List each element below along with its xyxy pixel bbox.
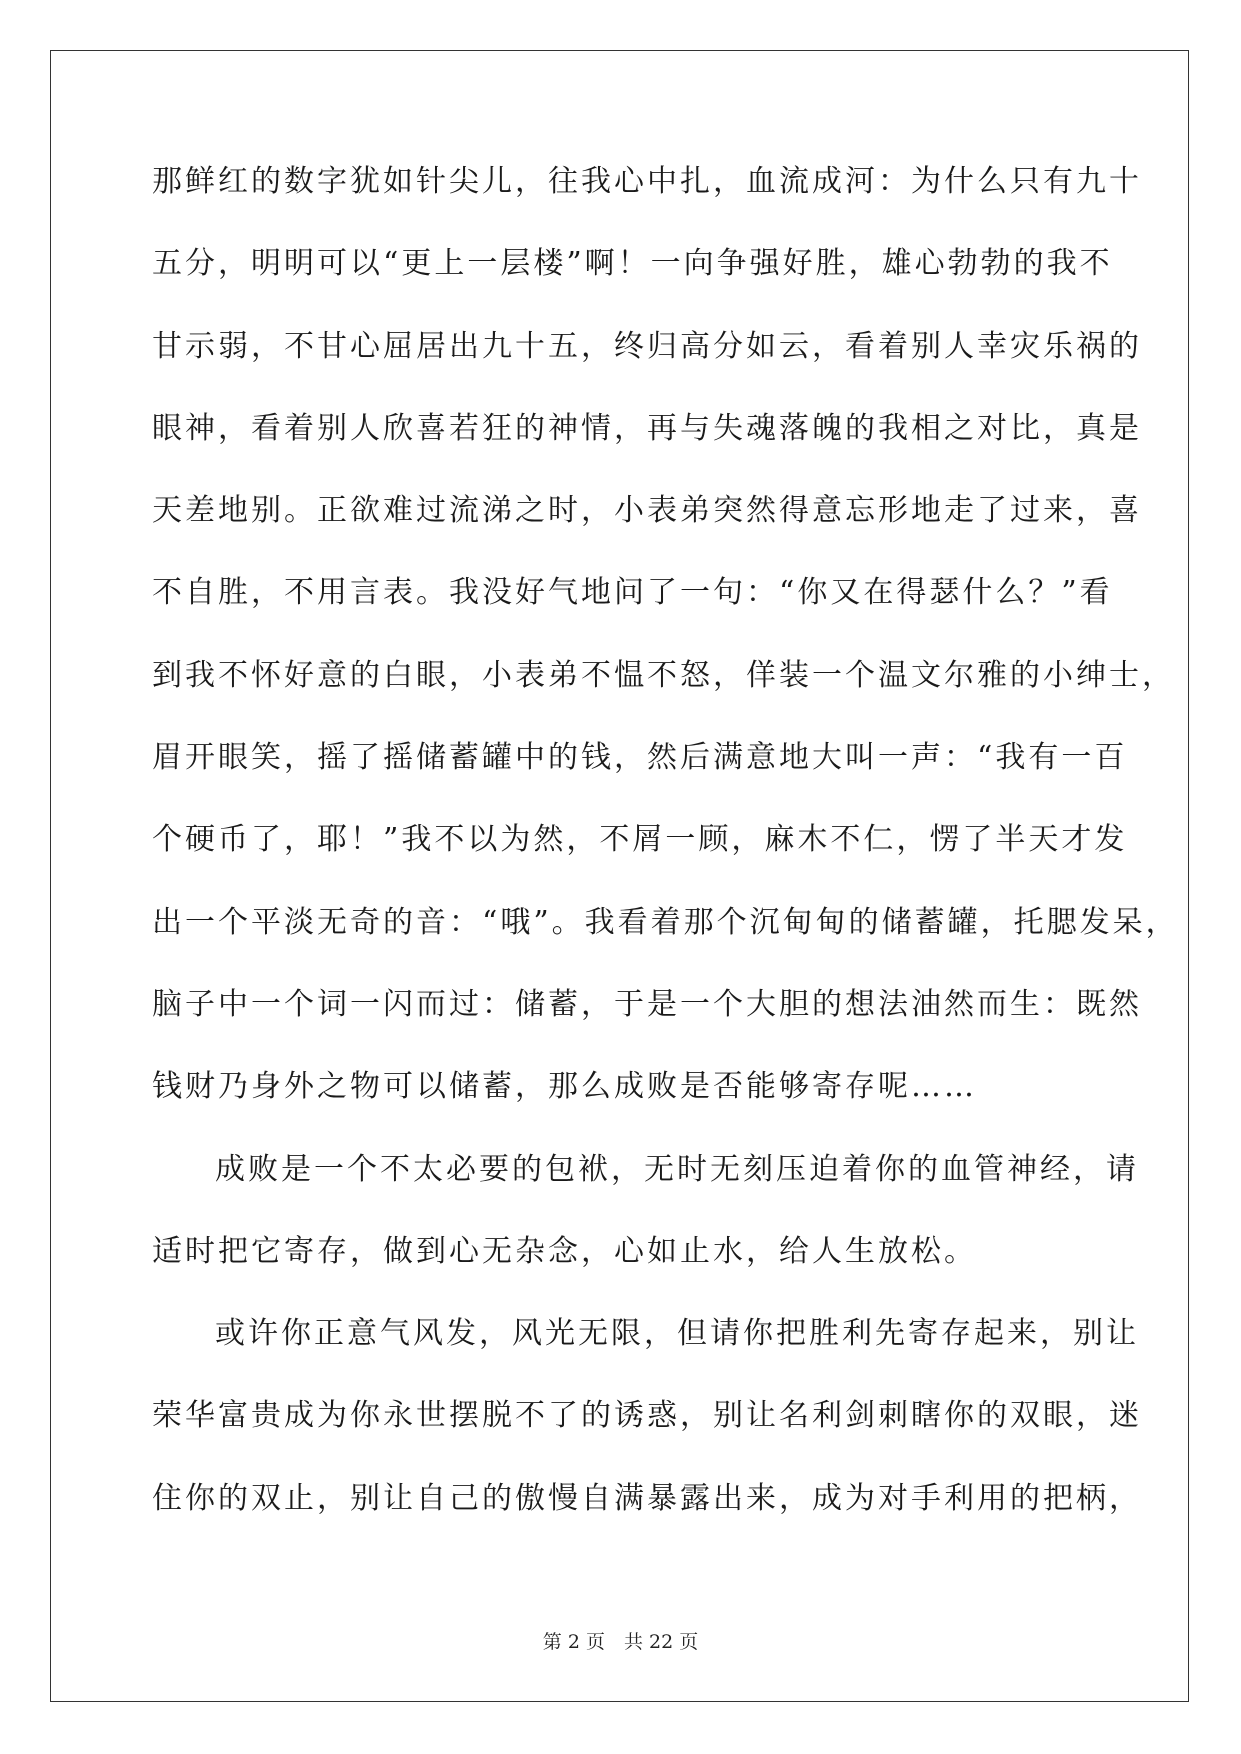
- text-line-6: 不自胜，不用言表。我没好气地问了一句：“你又在得瑟什么？”看: [152, 575, 1113, 611]
- text-line-13: 成败是一个不太必要的包袱，无时无刻压迫着你的血管神经，请: [215, 1151, 1139, 1187]
- text-line-11: 脑子中一个词一闪而过：储蓄，于是一个大胆的想法油然而生：既然: [152, 986, 1142, 1022]
- text-line-5: 天差地别。正欲难过流涕之时，小表弟突然得意忘形地走了过来，喜: [152, 493, 1142, 529]
- document-body: [152, 160, 1179, 1559]
- text-line-10: 出一个平淡无奇的音：“哦”。我看着那个沉甸甸的储蓄罐，托腮发呆，: [152, 904, 1179, 940]
- text-line-2: 五分，明明可以“更上一层楼”啊！一向争强好胜，雄心勃勃的我不: [152, 246, 1113, 282]
- text-line-1: 那鲜红的数字犹如针尖儿，往我心中扎，血流成河：为什么只有九十: [152, 164, 1142, 199]
- text-line-16: 荣华富贵成为你永世摆脱不了的诱惑，别让名利剑刺瞎你的双眼，迷: [152, 1398, 1142, 1434]
- text-line-4: 眼神，看着别人欣喜若狂的神情，再与失魂落魄的我相之对比，真是: [152, 410, 1142, 446]
- text-line-12: 钱财乃身外之物可以储蓄，那么成败是否能够寄存呢……: [152, 1069, 977, 1105]
- text-line-7: 到我不怀好意的白眼，小表弟不愠不怒，佯装一个温文尔雅的小绅士，: [152, 657, 1175, 693]
- text-line-3: 甘示弱，不甘心屈居出九十五，终归高分如云，看着别人幸灾乐祸的: [152, 328, 1142, 364]
- page-number-footer: 第 2 页 共 22 页: [542, 1631, 699, 1653]
- text-line-14: 适时把它寄存，做到心无杂念，心如止水，给人生放松。: [152, 1233, 977, 1269]
- text-line-15: 或许你正意气风发，风光无限，但请你把胜利先寄存起来，别让: [215, 1316, 1139, 1352]
- text-line-8: 眉开眼笑，摇了摇储蓄罐中的钱，然后满意地大叫一声：“我有一百: [152, 740, 1128, 776]
- text-line-17: 住你的双止，别让自己的傲慢自满暴露出来，成为对手利用的把柄，: [152, 1480, 1142, 1516]
- text-line-9: 个硬币了，耶！”我不以为然，不屑一顾，麻木不仁，愣了半天才发: [152, 822, 1128, 858]
